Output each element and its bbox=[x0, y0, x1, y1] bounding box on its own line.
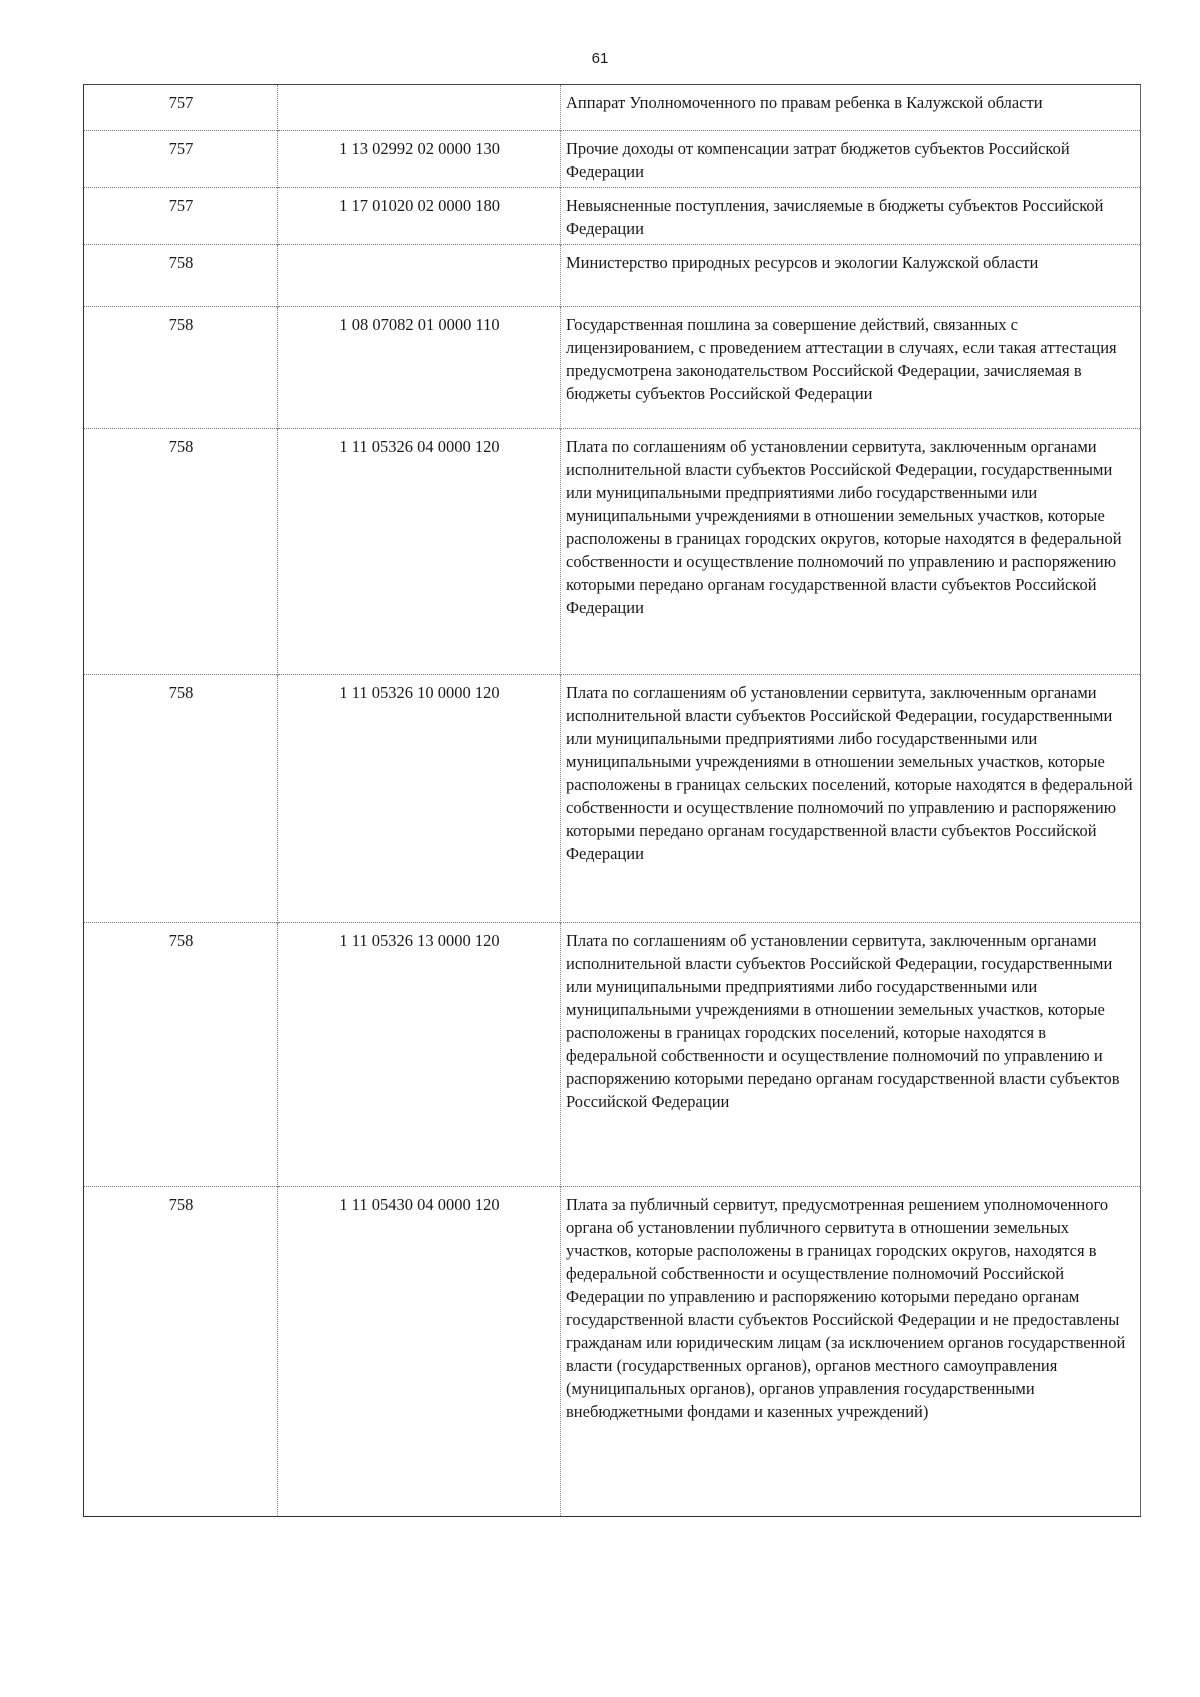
page-number: 61 bbox=[591, 50, 609, 67]
revenue-code: 1 13 02992 02 0000 130 bbox=[339, 139, 500, 158]
revenue-code-cell bbox=[278, 245, 561, 307]
revenue-code-cell bbox=[278, 429, 561, 675]
revenue-code: 1 08 07082 01 0000 110 bbox=[339, 315, 500, 334]
revenue-name-cell bbox=[561, 1187, 1141, 1517]
table-row bbox=[84, 188, 1141, 245]
admin-code-cell bbox=[84, 429, 278, 675]
admin-code: 758 bbox=[168, 1195, 194, 1214]
table-row bbox=[84, 131, 1141, 188]
revenue-code-cell bbox=[278, 1187, 561, 1517]
table-row bbox=[84, 675, 1141, 923]
admin-code-cell bbox=[84, 675, 278, 923]
table-row bbox=[84, 307, 1141, 429]
admin-code: 757 bbox=[168, 196, 194, 215]
admin-code: 758 bbox=[168, 437, 194, 456]
revenue-code-cell bbox=[278, 85, 561, 131]
admin-code: 758 bbox=[168, 253, 194, 272]
revenue-name-cell bbox=[561, 307, 1141, 429]
admin-code: 758 bbox=[168, 683, 194, 702]
revenue-name: Плата по соглашениям об установлении сервитута, заключенным органами исполнительной власти субъектов Российской Федерации, государственными или муниципальными предприятиями либо государственными или муниципальными учреждениями в отношении земельных участков, которые расположены в границах городских округов, которые находятся в федеральной собственности и осуществление полномочий по управлению и распоряжению которыми передано органам государственной власти субъектов Российской Федерации bbox=[566, 437, 1122, 617]
revenue-name: Плата по соглашениям об установлении сервитута, заключенным органами исполнительной власти субъектов Российской Федерации, государственными или муниципальными предприятиями либо государственными или муниципальными учреждениями в отношении земельных участков, которые расположены в границах городских поселений, которые находятся в федеральной собственности и осуществление полномочий по управлению и распоряжению которыми передано органам государственной власти субъектов Российской Федерации bbox=[566, 931, 1120, 1111]
revenue-name-cell bbox=[561, 85, 1141, 131]
admin-code-cell bbox=[84, 923, 278, 1187]
table-row bbox=[84, 245, 1141, 307]
admin-code-cell bbox=[84, 1187, 278, 1517]
revenue-code: 1 17 01020 02 0000 180 bbox=[339, 196, 500, 215]
revenue-name-cell bbox=[561, 675, 1141, 923]
admin-code-cell bbox=[84, 245, 278, 307]
revenue-name: Плата за публичный сервитут, предусмотренная решением уполномоченного органа об установлении публичного сервитута в отношении земельных участков, которые расположены в границах городских округов, находятся в федеральной собственности и осуществление полномочий Российской Федерации по управлению и распоряжению которыми передано органам государственной власти субъектов Российской Федерации и не предоставлены гражданам или юридическим лицам (за исключением органов государственной власти (государственных органов), органов местного самоуправления (муниципальных органов), органов управления государственными внебюджетными фондами и казенных учреждений) bbox=[566, 1195, 1126, 1421]
revenue-code: 1 11 05326 04 0000 120 bbox=[339, 437, 500, 456]
admin-code-cell bbox=[84, 85, 278, 131]
revenue-code: 1 11 05326 13 0000 120 bbox=[339, 931, 500, 950]
revenue-code-cell bbox=[278, 131, 561, 188]
admin-code: 758 bbox=[168, 315, 194, 334]
revenue-name: Государственная пошлина за совершение действий, связанных с лицензированием, с проведением аттестации в случаях, если такая аттестация предусмотрена законодательством Российской Федерации, зачисляемая в бюджеты субъектов Российской Федерации bbox=[566, 315, 1117, 403]
admin-code-cell bbox=[84, 307, 278, 429]
revenue-code-cell bbox=[278, 188, 561, 245]
revenue-name: Аппарат Уполномоченного по правам ребенка в Калужской области bbox=[566, 93, 1043, 112]
revenue-code: 1 11 05430 04 0000 120 bbox=[339, 1195, 500, 1214]
admin-code-cell bbox=[84, 131, 278, 188]
revenue-name-cell bbox=[561, 245, 1141, 307]
table-row bbox=[84, 923, 1141, 1187]
revenue-name: Министерство природных ресурсов и экологии Калужской области bbox=[566, 253, 1039, 272]
table-row bbox=[84, 429, 1141, 675]
revenue-code-cell bbox=[278, 307, 561, 429]
revenue-code-cell bbox=[278, 675, 561, 923]
revenue-name-cell bbox=[561, 923, 1141, 1187]
revenue-code: 1 11 05326 10 0000 120 bbox=[339, 683, 500, 702]
revenue-name-cell bbox=[561, 429, 1141, 675]
table-row bbox=[84, 1187, 1141, 1517]
revenue-name-cell bbox=[561, 131, 1141, 188]
admin-code-cell bbox=[84, 188, 278, 245]
revenue-codes-table bbox=[83, 84, 1141, 1517]
table-row bbox=[84, 85, 1141, 131]
admin-code: 757 bbox=[168, 139, 194, 158]
admin-code: 758 bbox=[168, 931, 194, 950]
revenue-code-cell bbox=[278, 923, 561, 1187]
revenue-name-cell bbox=[561, 188, 1141, 245]
admin-code: 757 bbox=[168, 93, 194, 112]
revenue-name: Прочие доходы от компенсации затрат бюджетов субъектов Российской Федерации bbox=[566, 139, 1070, 181]
revenue-name: Невыясненные поступления, зачисляемые в бюджеты субъектов Российской Федерации bbox=[566, 196, 1104, 238]
revenue-name: Плата по соглашениям об установлении сервитута, заключенным органами исполнительной власти субъектов Российской Федерации, государственными или муниципальными предприятиями либо государственными или муниципальными учреждениями в отношении земельных участков, которые расположены в границах сельских поселений, которые находятся в федеральной собственности и осуществление полномочий по управлению и распоряжению которыми передано органам государственной власти субъектов Российской Федерации bbox=[566, 683, 1133, 863]
